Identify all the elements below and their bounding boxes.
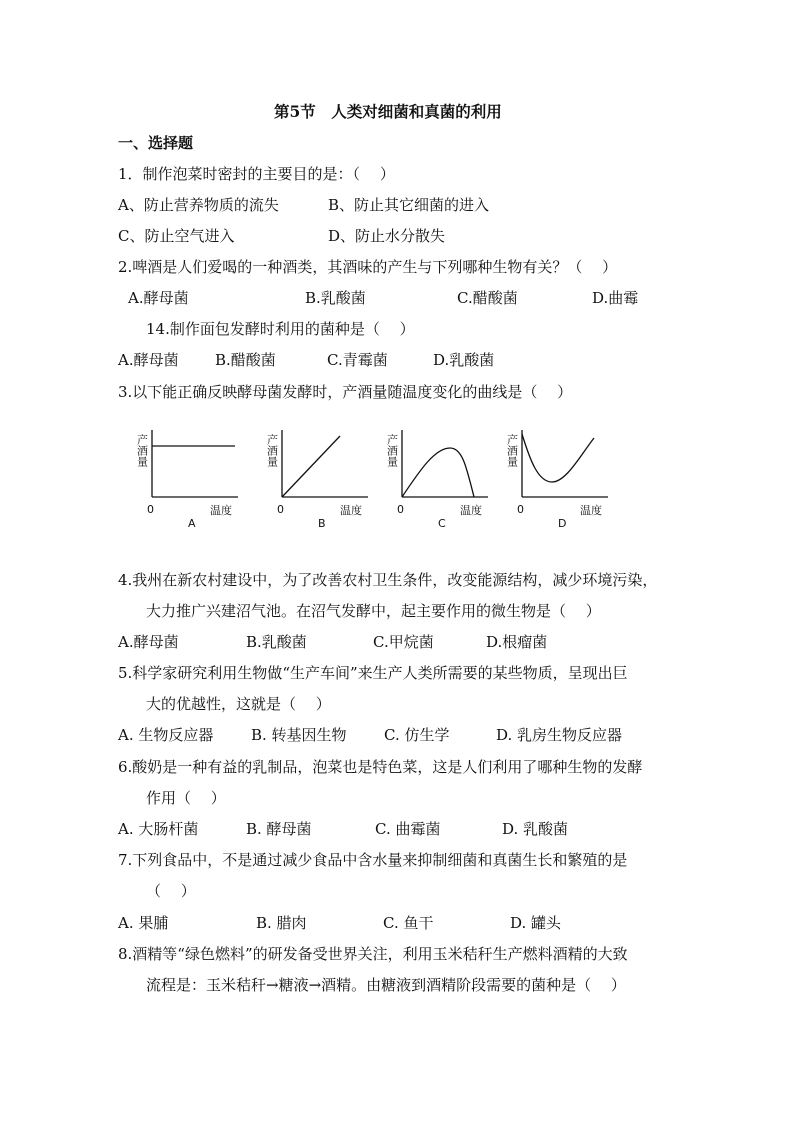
question-5-option-c: C. 仿生学: [384, 726, 450, 744]
question-8-stem-line-1: 8.酒精等“绿色燃料”的研发备受世界关注，利用玉米秸秆生产燃料酒精的大致: [118, 945, 628, 963]
graph-c-ylabel: 产酒量: [385, 434, 399, 467]
graph-d-label: D: [558, 517, 567, 530]
question-5-option-a: A. 生物反应器: [118, 726, 214, 744]
question-7-option-c: C. 鱼干: [383, 914, 434, 932]
question-14-stem: 14.制作面包发酵时利用的菌种是（ ）: [146, 320, 415, 338]
question-6-stem-line-2: 作用（ ）: [146, 789, 226, 807]
section-heading: 一、选择题: [118, 134, 194, 152]
question-7-option-a: A. 果脯: [118, 914, 169, 932]
question-14-option-d: D.乳酸菌: [433, 351, 495, 369]
question-6-option-b: B. 酵母菌: [246, 820, 312, 838]
question-1-stem: 1．制作泡菜时密封的主要目的是：（ ）: [118, 165, 395, 183]
question-4-option-b: B.乳酸菌: [246, 633, 307, 651]
graph-c-origin: 0: [397, 503, 404, 516]
page-title: 第5节 人类对细菌和真菌的利用: [274, 102, 502, 121]
question-4-option-c: C.甲烷菌: [373, 633, 434, 651]
graph-b-xlabel: 温度: [340, 504, 362, 517]
question-6-stem-line-1: 6.酸奶是一种有益的乳制品，泡菜也是特色菜，这是人们利用了哪种生物的发酵: [118, 758, 643, 776]
question-2-option-a: A.酵母菌: [128, 289, 189, 307]
question-7-option-b: B. 腊肉: [256, 914, 307, 932]
graph-b-curve: [282, 436, 340, 497]
question-4-stem-line-1: 4.我州在新农村建设中，为了改善农村卫生条件，改变能源结构，减少环境污染，: [118, 571, 658, 589]
graph-a: [130, 420, 240, 545]
question-7-stem-line-2: （ ）: [146, 882, 196, 900]
graph-d-xlabel: 温度: [580, 504, 602, 517]
graph-a-label: A: [188, 517, 196, 530]
graph-c-xlabel: 温度: [460, 504, 482, 517]
question-5-stem-line-2: 大的优越性，这就是（ ）: [146, 695, 331, 713]
question-8-stem-line-2: 流程是：玉米秸秆→糖液→酒精。由糖液到酒精阶段需要的菌种是（ ）: [146, 976, 626, 994]
question-5-option-d: D. 乳房生物反应器: [496, 726, 623, 744]
graph-b-origin: 0: [277, 503, 284, 516]
question-7-stem-line-1: 7.下列食品中，不是通过减少食品中含水量来抑制细菌和真菌生长和繁殖的是: [118, 851, 628, 869]
question-6-option-a: A. 大肠杆菌: [118, 820, 199, 838]
question-2-option-d: D.曲霉: [592, 289, 639, 307]
graph-a-ylabel: 产酒量: [135, 434, 149, 467]
question-2-stem: 2.啤酒是人们爱喝的一种酒类，其酒味的产生与下列哪种生物有关？（ ）: [118, 258, 618, 276]
question-4-stem-line-2: 大力推广兴建沼气池。在沼气发酵中，起主要作用的微生物是（ ）: [146, 602, 601, 620]
question-1-option-d: D、防止水分散失: [328, 227, 446, 245]
question-14-option-c: C.青霉菌: [327, 351, 388, 369]
question-5-option-b: B. 转基因生物: [251, 726, 347, 744]
question-2-option-c: C.醋酸菌: [457, 289, 518, 307]
graph-b-ylabel: 产酒量: [265, 434, 279, 467]
question-1-option-b: B、防止其它细菌的进入: [328, 196, 490, 214]
question-4-option-a: A.酵母菌: [118, 633, 179, 651]
question-14-option-b: B.醋酸菌: [215, 351, 276, 369]
graph-a-origin: 0: [147, 503, 154, 516]
graph-c: [380, 420, 490, 545]
question-1-option-a: A、防止营养物质的流失: [118, 196, 279, 214]
question-5-stem-line-1: 5.科学家研究利用生物做“生产车间”来生产人类所需要的某些物质，呈现出巨: [118, 664, 628, 682]
graph-d-curve: [522, 434, 594, 482]
graph-c-label: C: [438, 517, 446, 530]
question-1-option-c: C、防止空气进入: [118, 227, 235, 245]
graph-b: [260, 420, 370, 545]
question-14-option-a: A.酵母菌: [118, 351, 179, 369]
graph-a-xlabel: 温度: [210, 504, 232, 517]
question-2-option-b: B.乳酸菌: [305, 289, 366, 307]
graph-d-ylabel: 产酒量: [505, 434, 519, 467]
graph-d: [500, 420, 610, 545]
question-7-option-d: D. 罐头: [510, 914, 562, 932]
graph-b-label: B: [318, 517, 326, 530]
question-3-stem: 3.以下能正确反映酵母菌发酵时，产酒量随温度变化的曲线是（ ）: [118, 383, 573, 401]
question-6-option-d: D. 乳酸菌: [502, 820, 569, 838]
question-4-option-d: D.根瘤菌: [486, 633, 548, 651]
graph-d-origin: 0: [517, 503, 524, 516]
question-6-option-c: C. 曲霉菌: [375, 820, 441, 838]
graph-c-curve: [402, 448, 474, 497]
